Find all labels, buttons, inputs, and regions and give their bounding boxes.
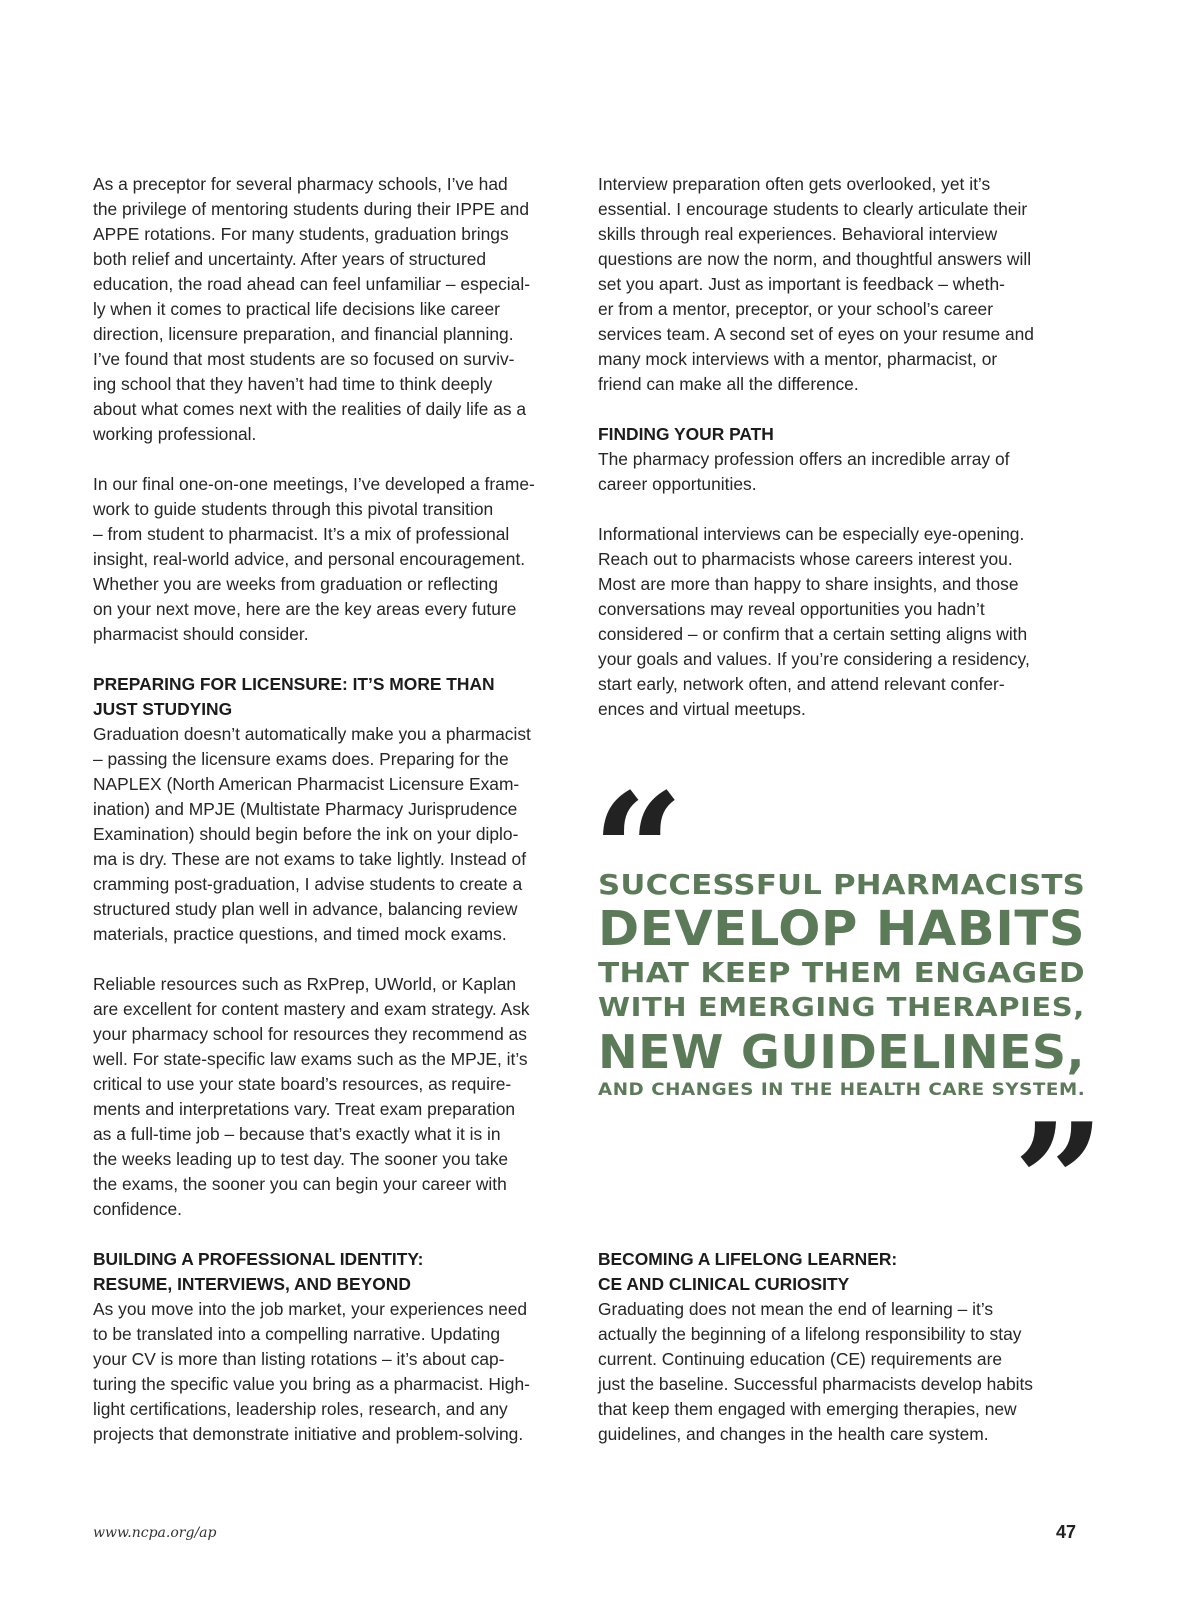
footer-url[interactable]: www.ncpa.org/ap [93, 1525, 217, 1541]
section-heading-path: FINDING YOUR PATH [598, 424, 774, 444]
framework-paragraph: In our final one-on-one meetings, I’ve developed a frame- work to guide students through this pivotal transition – from student to pharmacist. It’s a mix of professional insight, real-world advice, and personal encouragement. Whether you are weeks from graduation or reflecting on your next move, here are the key areas every future pharmacist should consider. [93, 474, 535, 644]
identity-paragraph: As you move into the job market, your experiences need to be translated into a compelling narrative. Updating your CV is more than listing rotations – it’s about cap- turing the specific value you bring as a pharmacist. High- light certifications, leadership roles, research, and any projects that demonstrate initiative and problem-solving. [93, 1299, 530, 1444]
pull-quote-line: AND CHANGES IN THE HEALTH CARE SYSTEM. [598, 1080, 1086, 1099]
section-heading-identity: BUILDING A PROFESSIONAL IDENTITY: RESUME, INTERVIEWS, AND BEYOND [93, 1249, 424, 1294]
lifelong-paragraph: Graduating does not mean the end of learning – it’s actually the beginning of a lifelong responsibility to stay current. Continuing education (CE) requirements are just the baseline. Successful pharmacists develop habits that keep them engaged with emerging therapies, new guidelines, and changes in the health care system. [598, 1299, 1034, 1444]
intro-paragraph: As a preceptor for several pharmacy schools, I’ve had the privilege of mentoring students during their IPPE and APPE rotations. For many students, graduation brings both relief and uncertainty. After years of structured education, the road ahead can feel unfamiliar – especial- ly when it comes to practical life decisions like career direction, licensure preparation, and financial planning. I’ve found that most students are so focused on surviv- ing school that they haven’t had time to think deeply about what comes next with the realities of daily life as a working professional. [93, 174, 530, 444]
pull-quote-line: THAT KEEP THEM ENGAGED [598, 956, 1086, 989]
right-column [598, 172, 1108, 722]
pull-quote-line: SUCCESSFUL PHARMACISTS [598, 868, 1086, 901]
path-paragraph: The pharmacy profession offers an incredible array of career opportunities. [598, 449, 1010, 494]
pull-quote-line: DEVELOP HABITS [598, 901, 1086, 957]
pull-quote-line: WITH EMERGING THERAPIES, [598, 993, 1085, 1023]
interview-paragraph: Interview preparation often gets overlooked, yet it’s essential. I encourage students to clearly articulate their skills through real experiences. Behavioral interview questions are now the norm, and thoughtful answers will set you apart. Just as important is feedback – wheth- er from a mentor, preceptor, or your school’s career services team. A second set of eyes on your resume and many mock interviews with a mentor, pharmacist, or friend can make all the difference. [598, 174, 1034, 394]
pull-quote-line: NEW GUIDELINES, [598, 1025, 1086, 1079]
lifelong-learner-section [598, 1247, 1108, 1447]
left-column [93, 172, 579, 1447]
section-heading-lifelong: BECOMING A LIFELONG LEARNER: CE AND CLINICAL CURIOSITY [598, 1249, 898, 1294]
pull-quote-text [598, 867, 1085, 1102]
section-heading-licensure: PREPARING FOR LICENSURE: IT’S MORE THAN JUST STUDYING [93, 674, 495, 719]
licensure-paragraph: Graduation doesn’t automatically make you a pharmacist – passing the licensure exams does. Preparing for the NAPLEX (North American Pharmacist Licensure Exam- ination) and MPJE (Multistate Pharmacy Jurisprudence Examination) should begin before the ink on your diplo- ma is dry. These are not exams to take lightly. Instead of cramming post-graduation, I advise students to create a structured study plan well in advance, balancing review materials, practice questions, and timed mock exams. [93, 724, 531, 944]
open-quote-icon: “ [592, 758, 671, 946]
close-quote-icon: ” [1012, 1088, 1091, 1276]
resources-paragraph: Reliable resources such as RxPrep, UWorld, or Kaplan are excellent for content mastery and exam strategy. Ask your pharmacy school for resources they recommend as well. For state-specific law exams such as the MPJE, it’s critical to use your state board’s resources, as require- ments and interpretations vary. Treat exam preparation as a full-time job – because that’s exactly what it is in the weeks leading up to test day. The sooner you take the exams, the sooner you can begin your career with confidence. [93, 974, 530, 1219]
informational-interviews-paragraph: Informational interviews can be especially eye-opening. Reach out to pharmacists whose careers interest you. Most are more than happy to share insights, and those conversations may reveal opportunities you hadn’t considered – or confirm that a certain setting aligns with your goals and values. If you’re considering a residency, start early, network often, and attend relevant confer- ences and virtual meetups. [598, 524, 1030, 719]
page-number: 47 [1056, 1522, 1077, 1542]
